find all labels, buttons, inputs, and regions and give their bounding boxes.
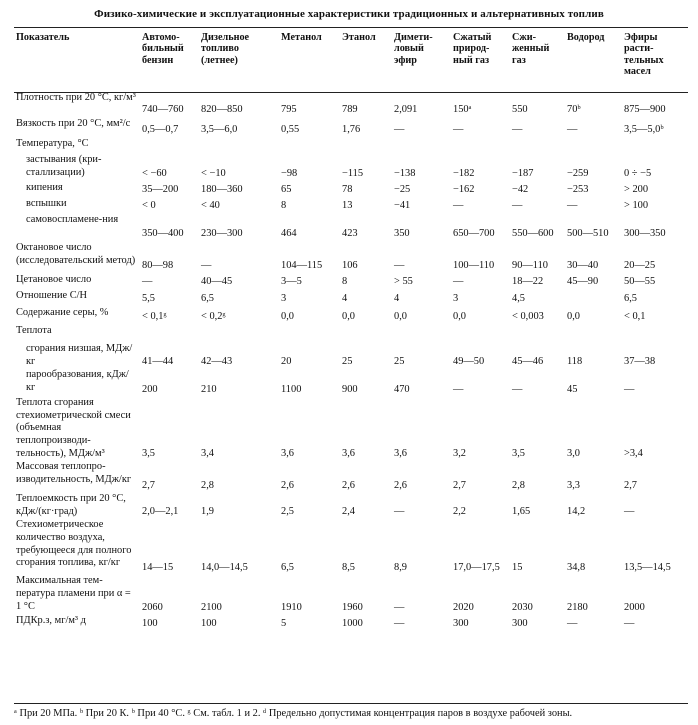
table-cell: 3,6 bbox=[394, 447, 407, 459]
table-row bbox=[14, 290, 688, 307]
table-cell bbox=[340, 325, 392, 343]
column-header-indicator: Показатель bbox=[16, 32, 70, 43]
column-header: Сжи-женный газ bbox=[512, 32, 550, 66]
footnote: ᵃ При 20 МПа. ᵇ При 20 К. ᵇ При 40 °С. ᵍ См. табл. 1 и 2. ᵈ Предельно допустимая концентрация паров в воздухе рабочей зоны. bbox=[14, 708, 573, 719]
table-row bbox=[14, 138, 688, 154]
table-cell: 80—98 bbox=[142, 260, 174, 272]
table-cell: — bbox=[453, 124, 464, 136]
table-cell: 6,5 bbox=[624, 293, 637, 305]
table-cell: 45—90 bbox=[567, 276, 599, 288]
table-row bbox=[14, 274, 688, 290]
table-cell: 2030 bbox=[512, 601, 533, 613]
table-cell: 41—44 bbox=[142, 355, 174, 367]
table-cell bbox=[340, 138, 392, 154]
table-cell bbox=[565, 325, 622, 343]
table-cell: 2,8 bbox=[201, 479, 214, 491]
table-cell: 150ᵃ bbox=[453, 104, 472, 116]
table-cell: 1,76 bbox=[342, 124, 361, 136]
table-cell bbox=[510, 138, 565, 154]
table-row bbox=[14, 343, 688, 369]
table-cell: −42 bbox=[512, 184, 529, 196]
table-cell: 3,0 bbox=[567, 447, 580, 459]
table-cell: — bbox=[624, 505, 635, 517]
table-cell: 300—350 bbox=[624, 228, 666, 240]
table-cell: 5,5 bbox=[142, 293, 155, 305]
table-cell: 0,0 bbox=[394, 311, 407, 323]
table-cell: — bbox=[624, 617, 635, 629]
table-row bbox=[14, 198, 688, 214]
table-cell: — bbox=[394, 505, 405, 517]
table-row bbox=[14, 519, 688, 575]
table-cell: > 100 bbox=[624, 200, 649, 212]
table-cell: 78 bbox=[342, 184, 353, 196]
table-cell: 2,0—2,1 bbox=[142, 505, 179, 517]
table-cell: < 0,2ᵍ bbox=[201, 311, 226, 323]
table-cell: 300 bbox=[512, 617, 528, 629]
table-cell: 30—40 bbox=[567, 260, 599, 272]
table-cell: 3,6 bbox=[281, 447, 294, 459]
table-cell: 3,5 bbox=[142, 447, 155, 459]
table-cell: 45—46 bbox=[512, 355, 544, 367]
table-cell: 500—510 bbox=[567, 228, 609, 240]
table-row bbox=[14, 575, 688, 615]
table-cell: 5 bbox=[281, 617, 287, 629]
table-cell: 3,3 bbox=[567, 479, 580, 491]
table-cell: 25 bbox=[394, 355, 405, 367]
table-cell: < −10 bbox=[201, 168, 226, 180]
table-row bbox=[14, 325, 688, 343]
table-cell: 650—700 bbox=[453, 228, 495, 240]
table-cell: −138 bbox=[394, 168, 416, 180]
table-cell: −41 bbox=[394, 200, 411, 212]
table-cell: 3—5 bbox=[281, 276, 302, 288]
table-cell: 2180 bbox=[567, 601, 588, 613]
table-cell: 2020 bbox=[453, 601, 474, 613]
table-cell: 104—115 bbox=[281, 260, 323, 272]
table-cell: < 0,003 bbox=[512, 311, 544, 323]
table-cell: 200 bbox=[142, 383, 158, 395]
row-label: Массовая теплопро-изводительность, МДж/кг bbox=[16, 461, 132, 485]
table-cell: 3 bbox=[281, 293, 287, 305]
table-cell: 3,5—6,0 bbox=[201, 124, 238, 136]
table-cell: 13,5—14,5 bbox=[624, 561, 671, 573]
table-cell: 1100 bbox=[281, 383, 302, 395]
table-cell: 3,5—5,0ᵇ bbox=[624, 124, 664, 136]
column-header: Сжатый природ-ный газ bbox=[453, 32, 492, 66]
table-cell: 1000 bbox=[342, 617, 363, 629]
table-cell: 0 ÷ −5 bbox=[624, 168, 652, 180]
table-cell: 4 bbox=[394, 293, 400, 305]
row-label: Температура, °С bbox=[16, 138, 89, 149]
row-label: Теплота сгорания стехиометрической смеси (объемная теплопроизводи-тельность), МДж/м³ bbox=[16, 397, 131, 459]
fuel-characteristics-table bbox=[14, 28, 688, 631]
row-label: застывания (кри-сталлизации) bbox=[26, 154, 102, 178]
row-label: сгорания низшая, МДж/кг bbox=[26, 343, 133, 367]
table-cell: 2,8 bbox=[512, 479, 525, 491]
table-cell: — bbox=[512, 200, 523, 212]
row-label: Отношение С/Н bbox=[16, 290, 88, 301]
table-cell: 900 bbox=[342, 383, 358, 395]
table-cell bbox=[279, 138, 340, 154]
table-cell: 550—600 bbox=[512, 228, 554, 240]
table-cell: 100 bbox=[142, 617, 158, 629]
table-cell: 423 bbox=[342, 228, 358, 240]
table-row bbox=[14, 182, 688, 198]
table-cell: 2,5 bbox=[281, 505, 294, 517]
table-row bbox=[14, 397, 688, 461]
table-cell: 4 bbox=[342, 293, 348, 305]
table-cell: −259 bbox=[567, 168, 589, 180]
table-cell bbox=[565, 290, 622, 307]
row-label: Плотность при 20 °С, кг/м³ bbox=[16, 92, 136, 103]
table-cell: 2,6 bbox=[394, 479, 407, 491]
table-cell bbox=[565, 138, 622, 154]
table-row bbox=[14, 461, 688, 493]
table-cell: 789 bbox=[342, 104, 358, 116]
table-cell bbox=[510, 325, 565, 343]
table-cell: 1910 bbox=[281, 601, 302, 613]
table-cell: 2,7 bbox=[624, 479, 637, 491]
table-cell: > 55 bbox=[394, 276, 413, 288]
table-cell: > 200 bbox=[624, 184, 649, 196]
table-row bbox=[14, 307, 688, 325]
table-cell: 2,4 bbox=[342, 505, 355, 517]
table-cell: 14—15 bbox=[142, 561, 174, 573]
table-cell: 6,5 bbox=[201, 293, 214, 305]
table-cell: — bbox=[512, 124, 523, 136]
table-cell: −253 bbox=[567, 184, 589, 196]
row-label: Теплота bbox=[16, 325, 52, 336]
table-cell: 350—400 bbox=[142, 228, 184, 240]
table-cell: 20—25 bbox=[624, 260, 656, 272]
row-label: Цетановое число bbox=[16, 274, 92, 285]
table-cell: 90—110 bbox=[512, 260, 548, 272]
table-cell: 13 bbox=[342, 200, 353, 212]
table-cell: < 0,1 bbox=[624, 311, 646, 323]
table-cell: 8 bbox=[342, 276, 348, 288]
table-cell: 15 bbox=[512, 561, 523, 573]
table-cell: 210 bbox=[201, 383, 217, 395]
row-label: ПДКр.з, мг/м³ д bbox=[16, 615, 86, 627]
table-cell: 118 bbox=[567, 355, 583, 367]
table-cell bbox=[392, 325, 451, 343]
row-label: парообразования, кДж/кг bbox=[26, 369, 129, 393]
table-cell: 20 bbox=[281, 355, 292, 367]
table-cell bbox=[392, 138, 451, 154]
table-cell: 8 bbox=[281, 200, 287, 212]
table-cell: 49—50 bbox=[453, 355, 485, 367]
column-header: Дизельное топливо (летнее) bbox=[201, 32, 250, 66]
table-cell: −162 bbox=[453, 184, 475, 196]
table-cell: 14,2 bbox=[567, 505, 586, 517]
table-cell: 40—45 bbox=[201, 276, 233, 288]
table-cell bbox=[140, 138, 199, 154]
table-cell: 2,2 bbox=[453, 505, 466, 517]
table-cell: < 0 bbox=[142, 200, 156, 212]
table-cell: 0,55 bbox=[281, 124, 300, 136]
table-cell: 1,65 bbox=[512, 505, 531, 517]
table-cell bbox=[451, 138, 510, 154]
table-cell: 230—300 bbox=[201, 228, 243, 240]
table-cell: 8,9 bbox=[394, 561, 407, 573]
table-cell: 35—200 bbox=[142, 184, 179, 196]
table-cell: −182 bbox=[453, 168, 475, 180]
column-header: Метанол bbox=[281, 32, 322, 43]
table-row bbox=[14, 214, 688, 242]
table-cell: — bbox=[624, 383, 635, 395]
table-cell: — bbox=[394, 260, 405, 272]
table-cell bbox=[279, 325, 340, 343]
table-cell: −115 bbox=[342, 168, 364, 180]
table-cell: < 0,1ᵍ bbox=[142, 311, 167, 323]
table-cell: 2000 bbox=[624, 601, 645, 613]
column-header: Водород bbox=[567, 32, 605, 43]
table-cell: 550 bbox=[512, 104, 528, 116]
table-row bbox=[14, 615, 688, 631]
table-cell: 45 bbox=[567, 383, 578, 395]
table-cell: 4,5 bbox=[512, 293, 525, 305]
table-cell: — bbox=[453, 383, 464, 395]
table-cell bbox=[622, 325, 688, 343]
table-cell: 180—360 bbox=[201, 184, 243, 196]
table-cell: — bbox=[453, 200, 464, 212]
table-cell: 3 bbox=[453, 293, 459, 305]
table-cell: 2,091 bbox=[394, 104, 418, 116]
table-cell: −25 bbox=[394, 184, 411, 196]
table-row bbox=[14, 369, 688, 397]
table-cell bbox=[199, 138, 279, 154]
row-label: Теплоемкость при 20 °С, кДж/(кг·град) bbox=[16, 493, 126, 517]
table-cell: 740—760 bbox=[142, 104, 184, 116]
table-cell: 470 bbox=[394, 383, 410, 395]
table-cell: 50—55 bbox=[624, 276, 656, 288]
table-cell: 2060 bbox=[142, 601, 163, 613]
column-header: Димети-ловый эфир bbox=[394, 32, 433, 66]
table-cell: — bbox=[201, 260, 212, 272]
table-cell: 3,4 bbox=[201, 447, 214, 459]
table-title: Физико-химические и эксплуатационные характеристики традиционных и альтернативных топлив bbox=[94, 8, 604, 20]
bottom-rule bbox=[14, 703, 688, 704]
table-cell: 34,8 bbox=[567, 561, 586, 573]
table-cell: < −60 bbox=[142, 168, 167, 180]
table-cell: 42—43 bbox=[201, 355, 233, 367]
table-cell: 350 bbox=[394, 228, 410, 240]
table-row bbox=[14, 154, 688, 182]
table-cell: 37—38 bbox=[624, 355, 656, 367]
table-cell: 2,6 bbox=[342, 479, 355, 491]
table-cell: >3,4 bbox=[624, 447, 643, 459]
table-cell: < 40 bbox=[201, 200, 220, 212]
header-row bbox=[14, 28, 688, 92]
column-header: Эфиры расти-тельных масел bbox=[624, 32, 664, 78]
table-cell: 70ᵇ bbox=[567, 104, 581, 116]
table-row bbox=[14, 493, 688, 519]
table-cell: 2100 bbox=[201, 601, 222, 613]
table-cell: 875—900 bbox=[624, 104, 666, 116]
row-label: кипения bbox=[26, 182, 63, 193]
row-label: Октановое число (исследовательский метод) bbox=[16, 242, 136, 266]
header-rule bbox=[14, 92, 688, 93]
row-label: Максимальная тем-пература пламени при α = 1 °С bbox=[16, 575, 131, 612]
table-cell: 17,0—17,5 bbox=[453, 561, 500, 573]
table-cell: — bbox=[142, 276, 153, 288]
table-cell: 464 bbox=[281, 228, 297, 240]
row-label: самовоспламене-ния bbox=[26, 214, 119, 225]
table-cell: 8,5 bbox=[342, 561, 355, 573]
table-cell: — bbox=[394, 617, 405, 629]
table-cell bbox=[199, 325, 279, 343]
table-cell bbox=[622, 138, 688, 154]
table-cell: 0,5—0,7 bbox=[142, 124, 179, 136]
table-cell: 100 bbox=[201, 617, 217, 629]
table-cell: −187 bbox=[512, 168, 534, 180]
table-cell: — bbox=[394, 601, 405, 613]
table-cell: −98 bbox=[281, 168, 298, 180]
table-row bbox=[14, 242, 688, 274]
table-cell: 0,0 bbox=[453, 311, 466, 323]
table-cell: 300 bbox=[453, 617, 469, 629]
table-cell: 0,0 bbox=[281, 311, 294, 323]
table-cell: 106 bbox=[342, 260, 358, 272]
table-cell: 0,0 bbox=[342, 311, 355, 323]
row-label: Вязкость при 20 °С, мм²/с bbox=[16, 118, 131, 129]
table-cell: 2,6 bbox=[281, 479, 294, 491]
table-row bbox=[14, 92, 688, 118]
table-cell: 18—22 bbox=[512, 276, 544, 288]
row-label: Стехиометрическое количество воздуха, требующееся для полного сгорания топлива, кг/кг bbox=[16, 519, 132, 569]
table-cell: 2,7 bbox=[453, 479, 466, 491]
table-cell: 6,5 bbox=[281, 561, 294, 573]
table-cell: 3,2 bbox=[453, 447, 466, 459]
table-cell: 0,0 bbox=[567, 311, 580, 323]
table-cell: 2,7 bbox=[142, 479, 155, 491]
table-cell: 100—110 bbox=[453, 260, 495, 272]
column-header: Этанол bbox=[342, 32, 376, 43]
table-cell: 1,9 bbox=[201, 505, 214, 517]
table-cell: 14,0—14,5 bbox=[201, 561, 248, 573]
table-cell: — bbox=[394, 124, 405, 136]
table-cell: 3,5 bbox=[512, 447, 525, 459]
table-cell: — bbox=[512, 383, 523, 395]
table-cell: 795 bbox=[281, 104, 297, 116]
table-cell: 1960 bbox=[342, 601, 363, 613]
table-cell: 3,6 bbox=[342, 447, 355, 459]
table-row bbox=[14, 118, 688, 138]
table-cell: — bbox=[567, 124, 578, 136]
row-label: Содержание серы, % bbox=[16, 307, 109, 318]
table-cell: — bbox=[567, 617, 578, 629]
table-cell: — bbox=[453, 276, 464, 288]
table-cell: — bbox=[567, 200, 578, 212]
table-cell: 820—850 bbox=[201, 104, 243, 116]
table-cell bbox=[140, 325, 199, 343]
table-cell bbox=[451, 325, 510, 343]
column-header: Автомо-бильный бензин bbox=[142, 32, 184, 66]
table-cell: 25 bbox=[342, 355, 353, 367]
row-label: вспышки bbox=[26, 198, 67, 209]
table-cell: 65 bbox=[281, 184, 292, 196]
